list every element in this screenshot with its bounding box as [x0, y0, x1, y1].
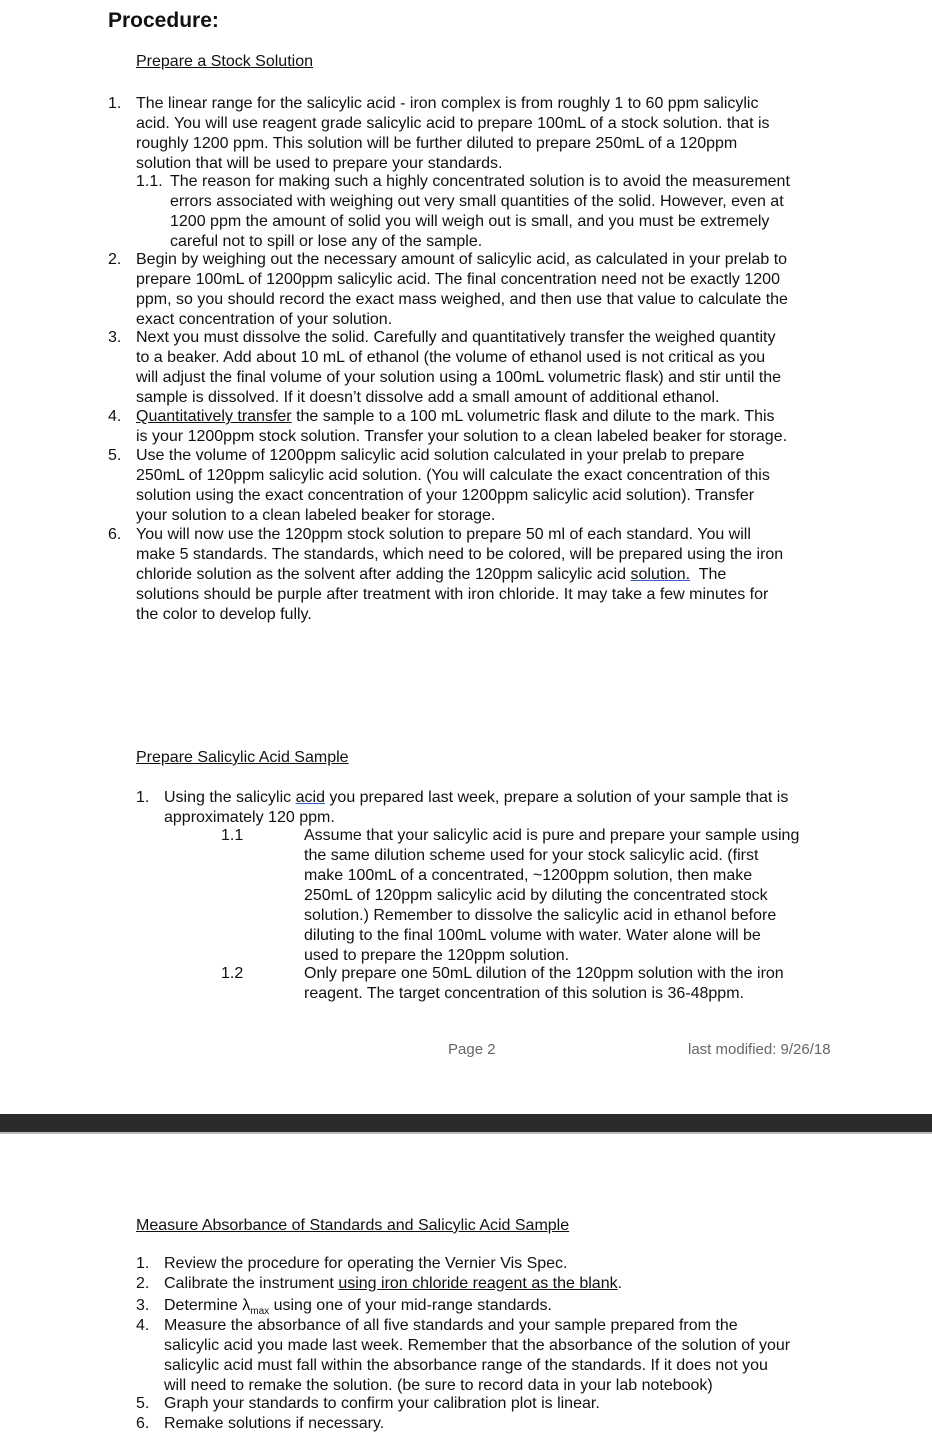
item-number: 3.	[136, 1297, 150, 1314]
sample-step-1-text: Using the salicylic acid you prepared last week, prepare a solution of your sample that is approximately 120 ppm.	[164, 789, 789, 826]
item-number: 6.	[136, 1415, 150, 1432]
sample-step-1-1-text: Assume that your salicylic acid is pure and prepare your sample using the same dilution scheme used for your stock salicylic acid. (first make 100mL of a concentrated, ~1200ppm solution, then make 250mL of 120ppm salicylic acid by diluting the concentrated stock solution.) Remember to dissolve the salicylic acid in ethanol before diluting to the final 100mL volume with water. Water alone will be used to prepare the 120ppm solution.	[304, 827, 800, 964]
section-title-stock-solution: Prepare a Stock Solution	[136, 53, 313, 70]
last-modified: last modified: 9/26/18	[688, 1041, 831, 1058]
step-6-text: You will now use the 120ppm stock solution to prepare 50 ml of each standard. You will make 5 standards. The standards, which need to be colored, will be prepared using the iron chloride solution as the solvent after adding the 120ppm salicylic acid solution. The solutions should be purple after treatment with iron chloride. It may take a few minutes for the color to develop fully.	[136, 526, 784, 623]
procedure-heading: Procedure:	[108, 9, 219, 32]
solution-link-text: solution.	[630, 566, 691, 583]
measure-step-2-text: Calibrate the instrument using iron chloride reagent as the blank.	[164, 1275, 623, 1292]
step-3-text: Next you must dissolve the solid. Carefully and quantitatively transfer the weighed quantity to a beaker. Add about 10 mL of ethanol (the volume of ethanol used is not critical as you will adjust the final volume of your solution using a 100mL volumetric flask) and stir until the sample is dissolved. If it doesn’t dissolve add a small amount of additional ethanol.	[136, 329, 782, 406]
sample-step-1-2-text: Only prepare one 50mL dilution of the 120ppm solution with the iron reagent. The target concentration of this solution is 36-48ppm.	[304, 965, 784, 1002]
measure-step-5-text: Graph your standards to confirm your calibration plot is linear.	[164, 1395, 600, 1412]
item-number: 1.1.	[136, 173, 163, 190]
item-number: 5.	[136, 1395, 150, 1412]
step-5-text: Use the volume of 1200ppm salicylic acid solution calculated in your prelab to prepare 250mL of 120ppm salicylic acid solution. (You will calculate the exact concentration of this solution using the exact concentration of your 1200ppm salicylic acid solution). Transfer your solution to a clean labeled beaker for storage.	[136, 447, 770, 524]
section-title-sample: Prepare Salicylic Acid Sample	[136, 749, 349, 766]
item-number: 2.	[136, 1275, 150, 1292]
item-number: 2.	[108, 251, 122, 268]
acid-link-text: acid	[295, 789, 325, 806]
measure-step-3-text: Determine $\lambda_{max}$ using one of your mid-range standards.	[164, 1297, 552, 1318]
step-4-text: Quantitatively transfer the sample to a 100 mL volumetric flask and dilute to the mark. This is your 1200ppm stock solution. Transfer your solution to a clean labeled beaker for storage.	[136, 408, 788, 445]
item-number: 4.	[136, 1317, 150, 1334]
measure-step-6-text: Remake solutions if necessary.	[164, 1415, 385, 1432]
page-number: Page 2	[448, 1041, 496, 1058]
step-1-1-text: The reason for making such a highly concentrated solution is to avoid the measurement errors associated with weighing out very small quantities of the solid. However, even at 1200 ppm the amount of solid you will weigh out is small, and you must be extremely careful not to spill or lose any of the sample.	[170, 173, 790, 250]
item-number: 1.	[136, 1255, 150, 1272]
item-number: 1.1	[221, 827, 244, 844]
page-separator	[0, 1114, 932, 1132]
step-2-text: Begin by weighing out the necessary amount of salicylic acid, as calculated in your prelab to prepare 100mL of 1200ppm salicylic acid. The final concentration need not be exactly 1200 ppm, so you should record the exact mass weighed, and then use that value to calculate the exact concentration of your solution.	[136, 251, 788, 328]
item-number: 1.2	[221, 965, 244, 982]
section-title-measure-absorbance: Measure Absorbance of Standards and Salicylic Acid Sample	[136, 1217, 570, 1234]
item-number: 1.	[136, 789, 150, 806]
item-number: 3.	[108, 329, 122, 346]
measure-step-1-text: Review the procedure for operating the Vernier Vis Spec.	[164, 1255, 568, 1272]
page-separator-line	[0, 1132, 932, 1134]
step-1-text: The linear range for the salicylic acid - iron complex is from roughly 1 to 60 ppm salicylic acid. You will use reagent grade salicylic acid to prepare 100mL of a stock solution. that is roughly 1200 ppm. This solution will be further diluted to prepare 250mL of a 120ppm solution that will be used to prepare your standards.	[136, 95, 770, 172]
item-number: 6.	[108, 526, 122, 543]
measure-step-4-text: Measure the absorbance of all five standards and your sample prepared from the salicylic acid you made last week. Remember that the absorbance of the solution of your salicylic acid must fall within the absorbance range of the standards. If it does not you will need to remake the solution. (be sure to record data in your lab notebook)	[164, 1317, 791, 1394]
item-number: 5.	[108, 447, 122, 464]
item-number: 4.	[108, 408, 122, 425]
quantitatively-transfer-text: Quantitatively transfer	[136, 408, 292, 425]
item-number: 1.	[108, 95, 122, 112]
